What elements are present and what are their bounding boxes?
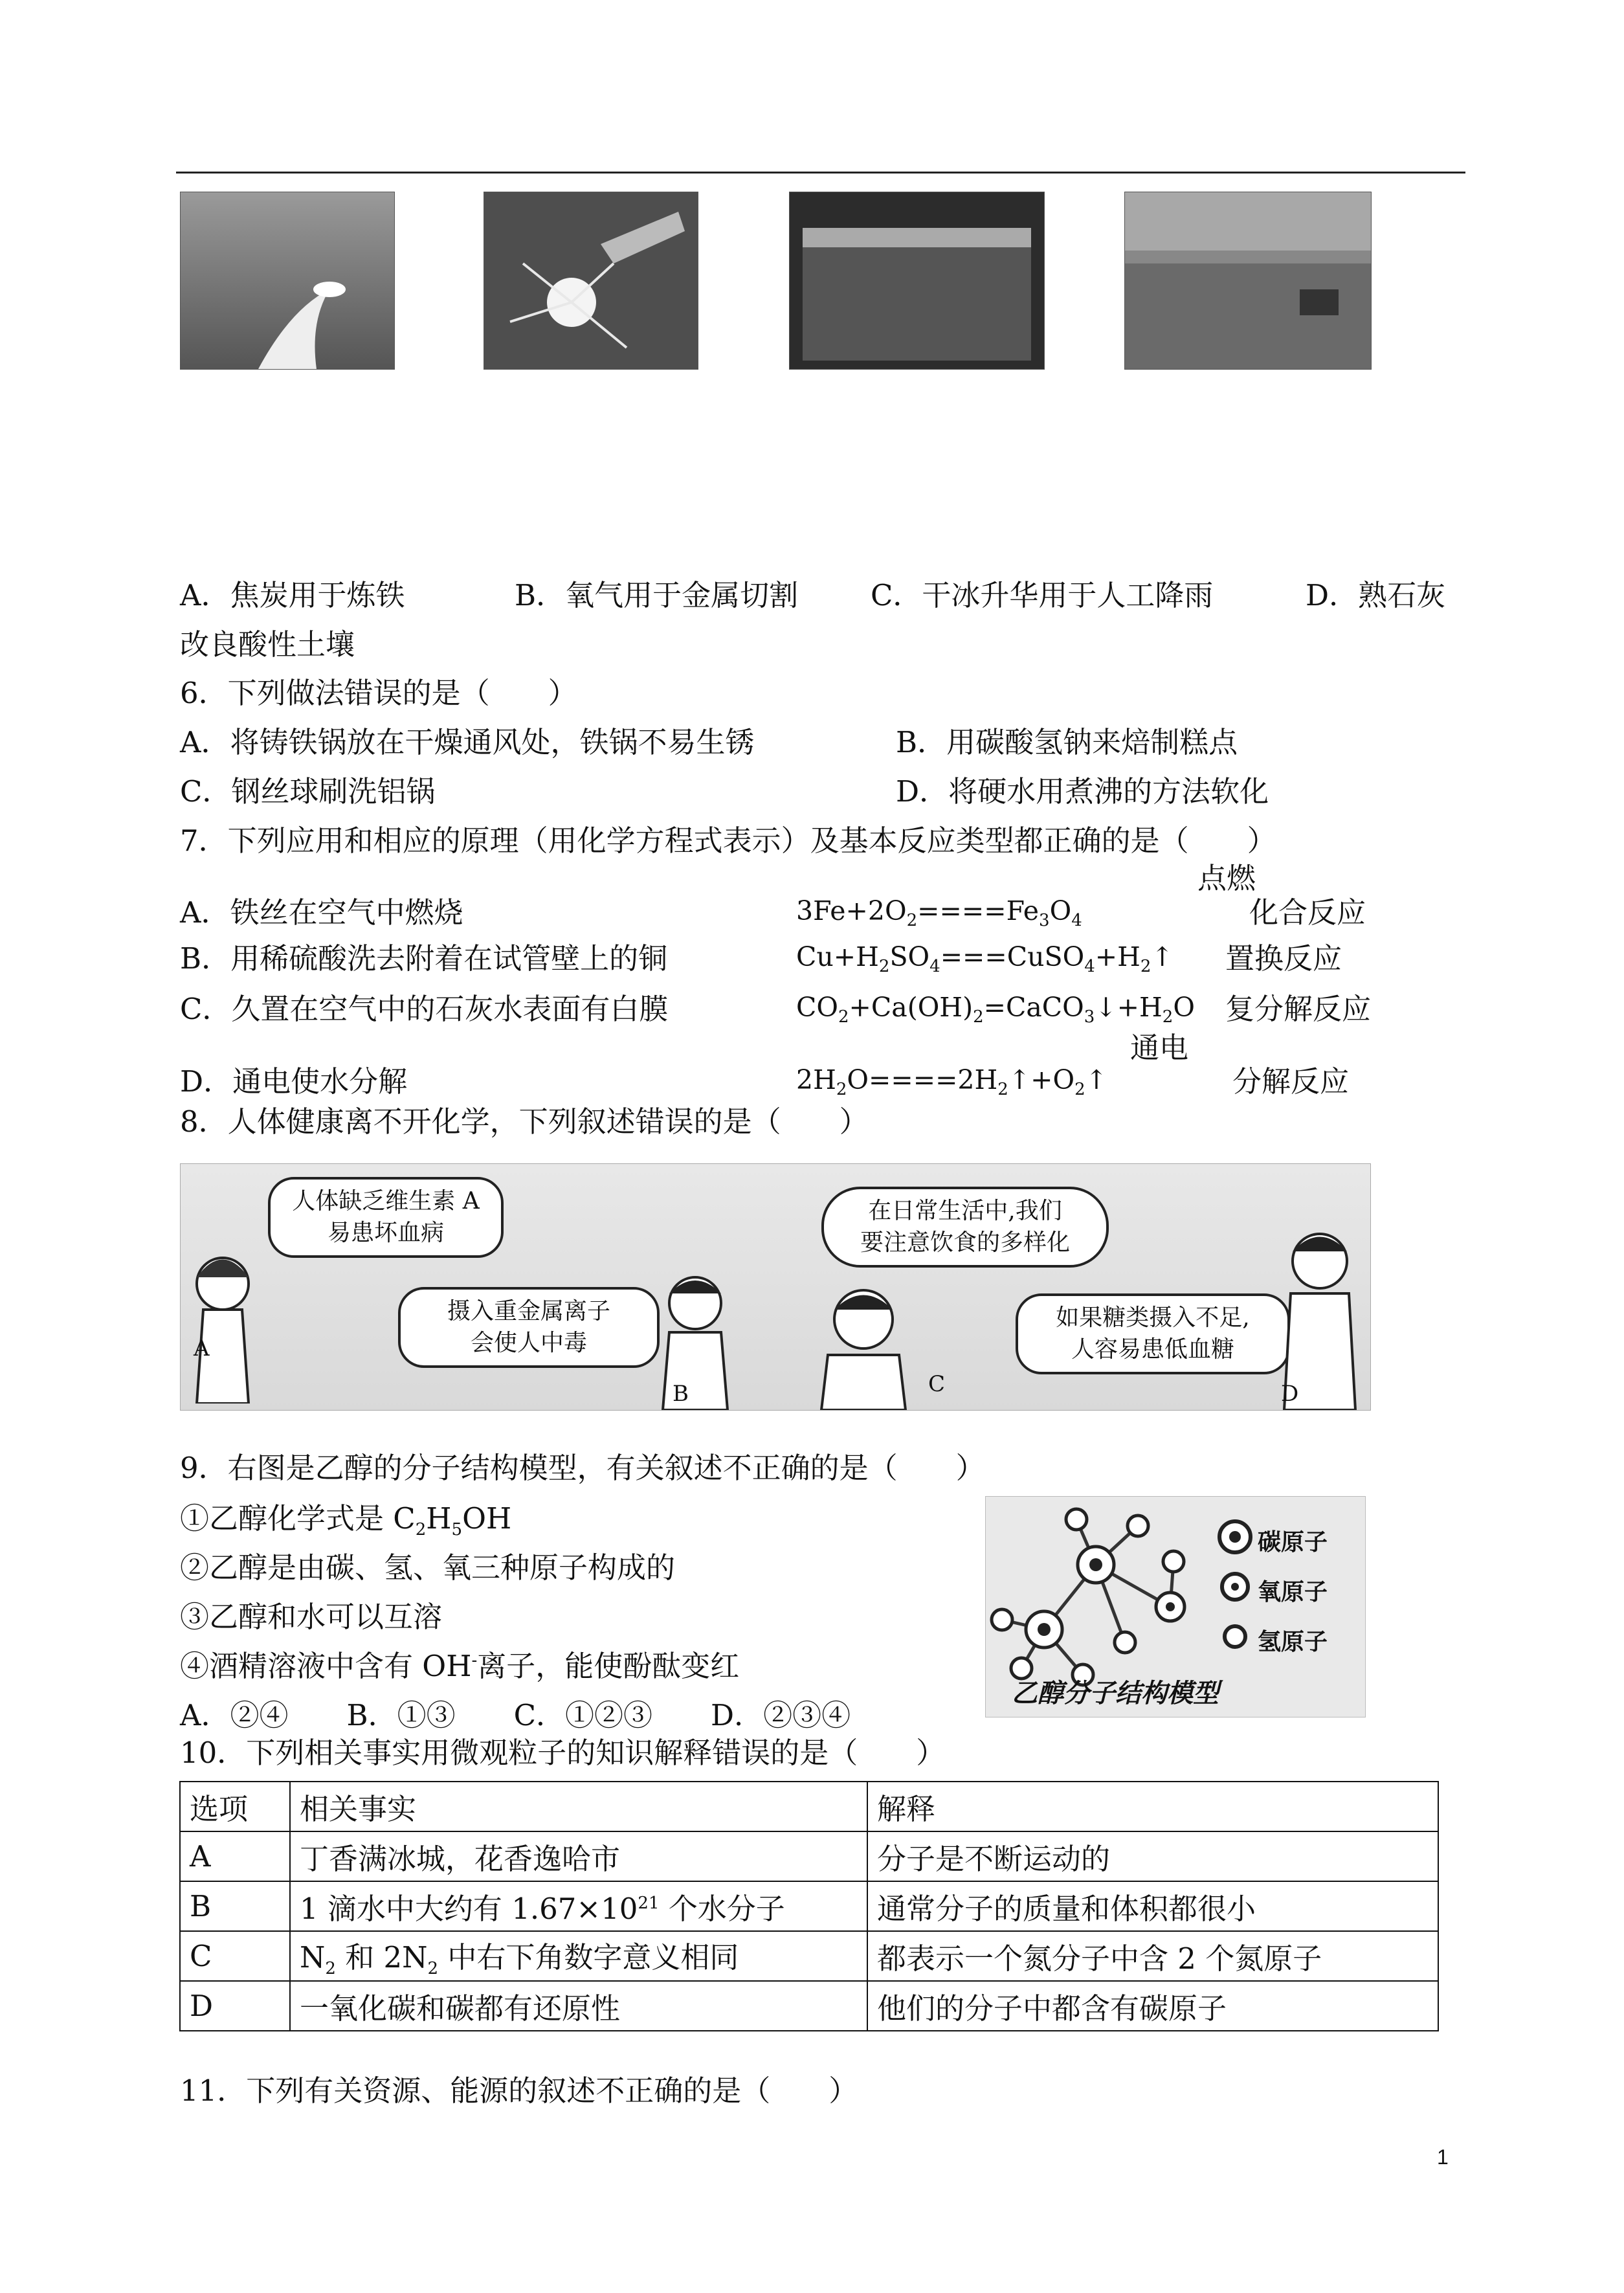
row-fact: 1 滴水中大约有 $1.67\times 10^{21}$ 个水分子 — [290, 1881, 867, 1931]
legend-carbon: 碳原子 — [1258, 1528, 1328, 1556]
table-row — [180, 1881, 1438, 1931]
q5-option-d-continued: 改良酸性土壤 — [180, 627, 355, 662]
photo-artificial-rain — [789, 192, 1045, 370]
q6-option-a: A．将铸铁锅放在干燥通风处，铁锅不易生锈 — [180, 725, 755, 759]
label-c: C — [928, 1371, 946, 1397]
row-explanation: 分子是不断运动的 — [867, 1831, 1438, 1881]
q7-option-b-type: 置换反应 — [1225, 941, 1342, 976]
table-row — [180, 1831, 1438, 1881]
row-option: B — [180, 1881, 290, 1931]
q9-options: A．②④ B．①③ C．①②③ D．②③④ — [180, 1698, 851, 1732]
photo-coke-ironmaking — [180, 192, 395, 370]
q7-option-d-equation: $2H_2O====2H_2↑+O_2↑$ — [796, 1064, 1108, 1100]
label-a: A — [194, 1336, 210, 1361]
row-fact: 一氧化碳和碳都有还原性 — [290, 1981, 867, 2031]
row-option: A — [180, 1831, 290, 1881]
q5-option-b: B．氧气用于金属切割 — [515, 578, 799, 612]
q7-option-a-text: A．铁丝在空气中燃烧 — [180, 895, 463, 930]
row-fact: $N_2$ 和 $2N_2$ 中右下角数字意义相同 — [290, 1931, 867, 1981]
label-b: B — [673, 1381, 689, 1407]
q7-option-b-text: B．用稀硫酸洗去附着在试管壁上的铜 — [180, 941, 668, 976]
legend-oxygen: 氧原子 — [1258, 1578, 1328, 1605]
q7-stem: 7．下列应用和相应的原理（用化学方程式表示）及基本反应类型都正确的是（ ） — [180, 823, 1276, 858]
q6-option-c: C．钢丝球刷洗铝锅 — [180, 774, 436, 809]
q7-option-a-type: 化合反应 — [1249, 895, 1366, 930]
figure-boy-c-icon — [815, 1281, 912, 1410]
table-header-row — [180, 1782, 1438, 1831]
q7-option-a-equation: $3Fe+2O_2====Fe_3O_4$ — [796, 895, 1082, 931]
q7-option-c-equation: $CO_2+Ca(OH)_2=CaCO_3↓+H_2O$ — [796, 992, 1195, 1027]
model-caption: 乙醇分子结构模型 — [1012, 1678, 1219, 1708]
q5-option-a: A．焦炭用于炼铁 — [180, 578, 405, 612]
row-option: D — [180, 1981, 290, 2031]
ethanol-model-figure — [985, 1496, 1366, 1717]
q9-item-2: ②乙醇是由碳、氢、氧三种原子构成的 — [180, 1550, 676, 1585]
q10-stem: 10．下列相关事实用微观粒子的知识解释错误的是（ ） — [180, 1736, 946, 1770]
q5-option-d: D．熟石灰 — [1306, 578, 1446, 612]
q9-item-3: ③乙醇和水可以互溶 — [180, 1600, 443, 1634]
q7-option-b-equation: $Cu+H_2SO_4===CuSO_4+H_2↑$ — [796, 941, 1174, 977]
header-fact: 相关事实 — [290, 1782, 867, 1831]
row-explanation: 都表示一个氮分子中含 2 个氮原子 — [867, 1931, 1438, 1981]
q9-item-1: ①乙醇化学式是 $C_2H_5OH$ — [180, 1501, 512, 1539]
row-explanation: 他们的分子中都含有碳原子 — [867, 1981, 1438, 2031]
q7-condition-ignite: 点燃 — [1197, 861, 1256, 895]
table-row — [180, 1931, 1438, 1981]
photo-soil-improvement — [1124, 192, 1372, 370]
label-d: D — [1281, 1381, 1299, 1407]
speech-bubble-a: 人体缺乏维生素 A 易患坏血病 — [268, 1177, 504, 1258]
row-option: C — [180, 1931, 290, 1981]
q8-stem: 8．人体健康离不开化学，下列叙述错误的是（ ） — [180, 1104, 869, 1139]
legend-hydrogen: 氢原子 — [1258, 1628, 1328, 1655]
speech-bubble-c: 在日常生活中,我们 要注意饮食的多样化 — [821, 1187, 1109, 1268]
q6-stem: 6．下列做法错误的是（ ） — [180, 676, 577, 710]
header-rule — [176, 172, 1465, 173]
q6-option-d: D．将硬水用煮沸的方法软化 — [896, 774, 1269, 809]
speech-bubble-b: 摄入重金属离子 会使人中毒 — [398, 1287, 660, 1368]
row-fact: 丁香满冰城，花香逸哈市 — [290, 1831, 867, 1881]
q9-item-4: ④酒精溶液中含有 OH-离子，能使酚酞变红 — [180, 1649, 740, 1683]
header-option: 选项 — [180, 1782, 290, 1831]
row-explanation: 通常分子的质量和体积都很小 — [867, 1881, 1438, 1931]
q9-stem: 9．右图是乙醇的分子结构模型，有关叙述不正确的是（ ） — [180, 1451, 985, 1485]
page-number: 1 — [1437, 2145, 1449, 2169]
q7-condition-electrolysis: 通电 — [1130, 1031, 1189, 1065]
q10-table — [179, 1781, 1439, 2031]
photo-oxygen-cutting — [484, 192, 698, 370]
q7-option-c-type: 复分解反应 — [1225, 992, 1372, 1026]
table-row — [180, 1981, 1438, 2031]
q7-option-c-text: C．久置在空气中的石灰水表面有白膜 — [180, 992, 669, 1026]
q8-cartoon — [180, 1163, 1371, 1411]
q5-option-c: C．干冰升华用于人工降雨 — [871, 578, 1214, 612]
header-explanation: 解释 — [867, 1782, 1438, 1831]
q7-option-d-text: D．通电使水分解 — [180, 1064, 408, 1099]
q6-option-b: B．用碳酸氢钠来焙制糕点 — [896, 725, 1238, 759]
figure-girl-icon — [184, 1248, 261, 1404]
q7-option-d-type: 分解反应 — [1232, 1064, 1350, 1099]
figure-boy-b-icon — [653, 1268, 737, 1410]
speech-bubble-d: 如果糖类摄入不足, 人容易患低血糖 — [1016, 1293, 1290, 1374]
q11-stem: 11．下列有关资源、能源的叙述不正确的是（ ） — [180, 2074, 858, 2108]
